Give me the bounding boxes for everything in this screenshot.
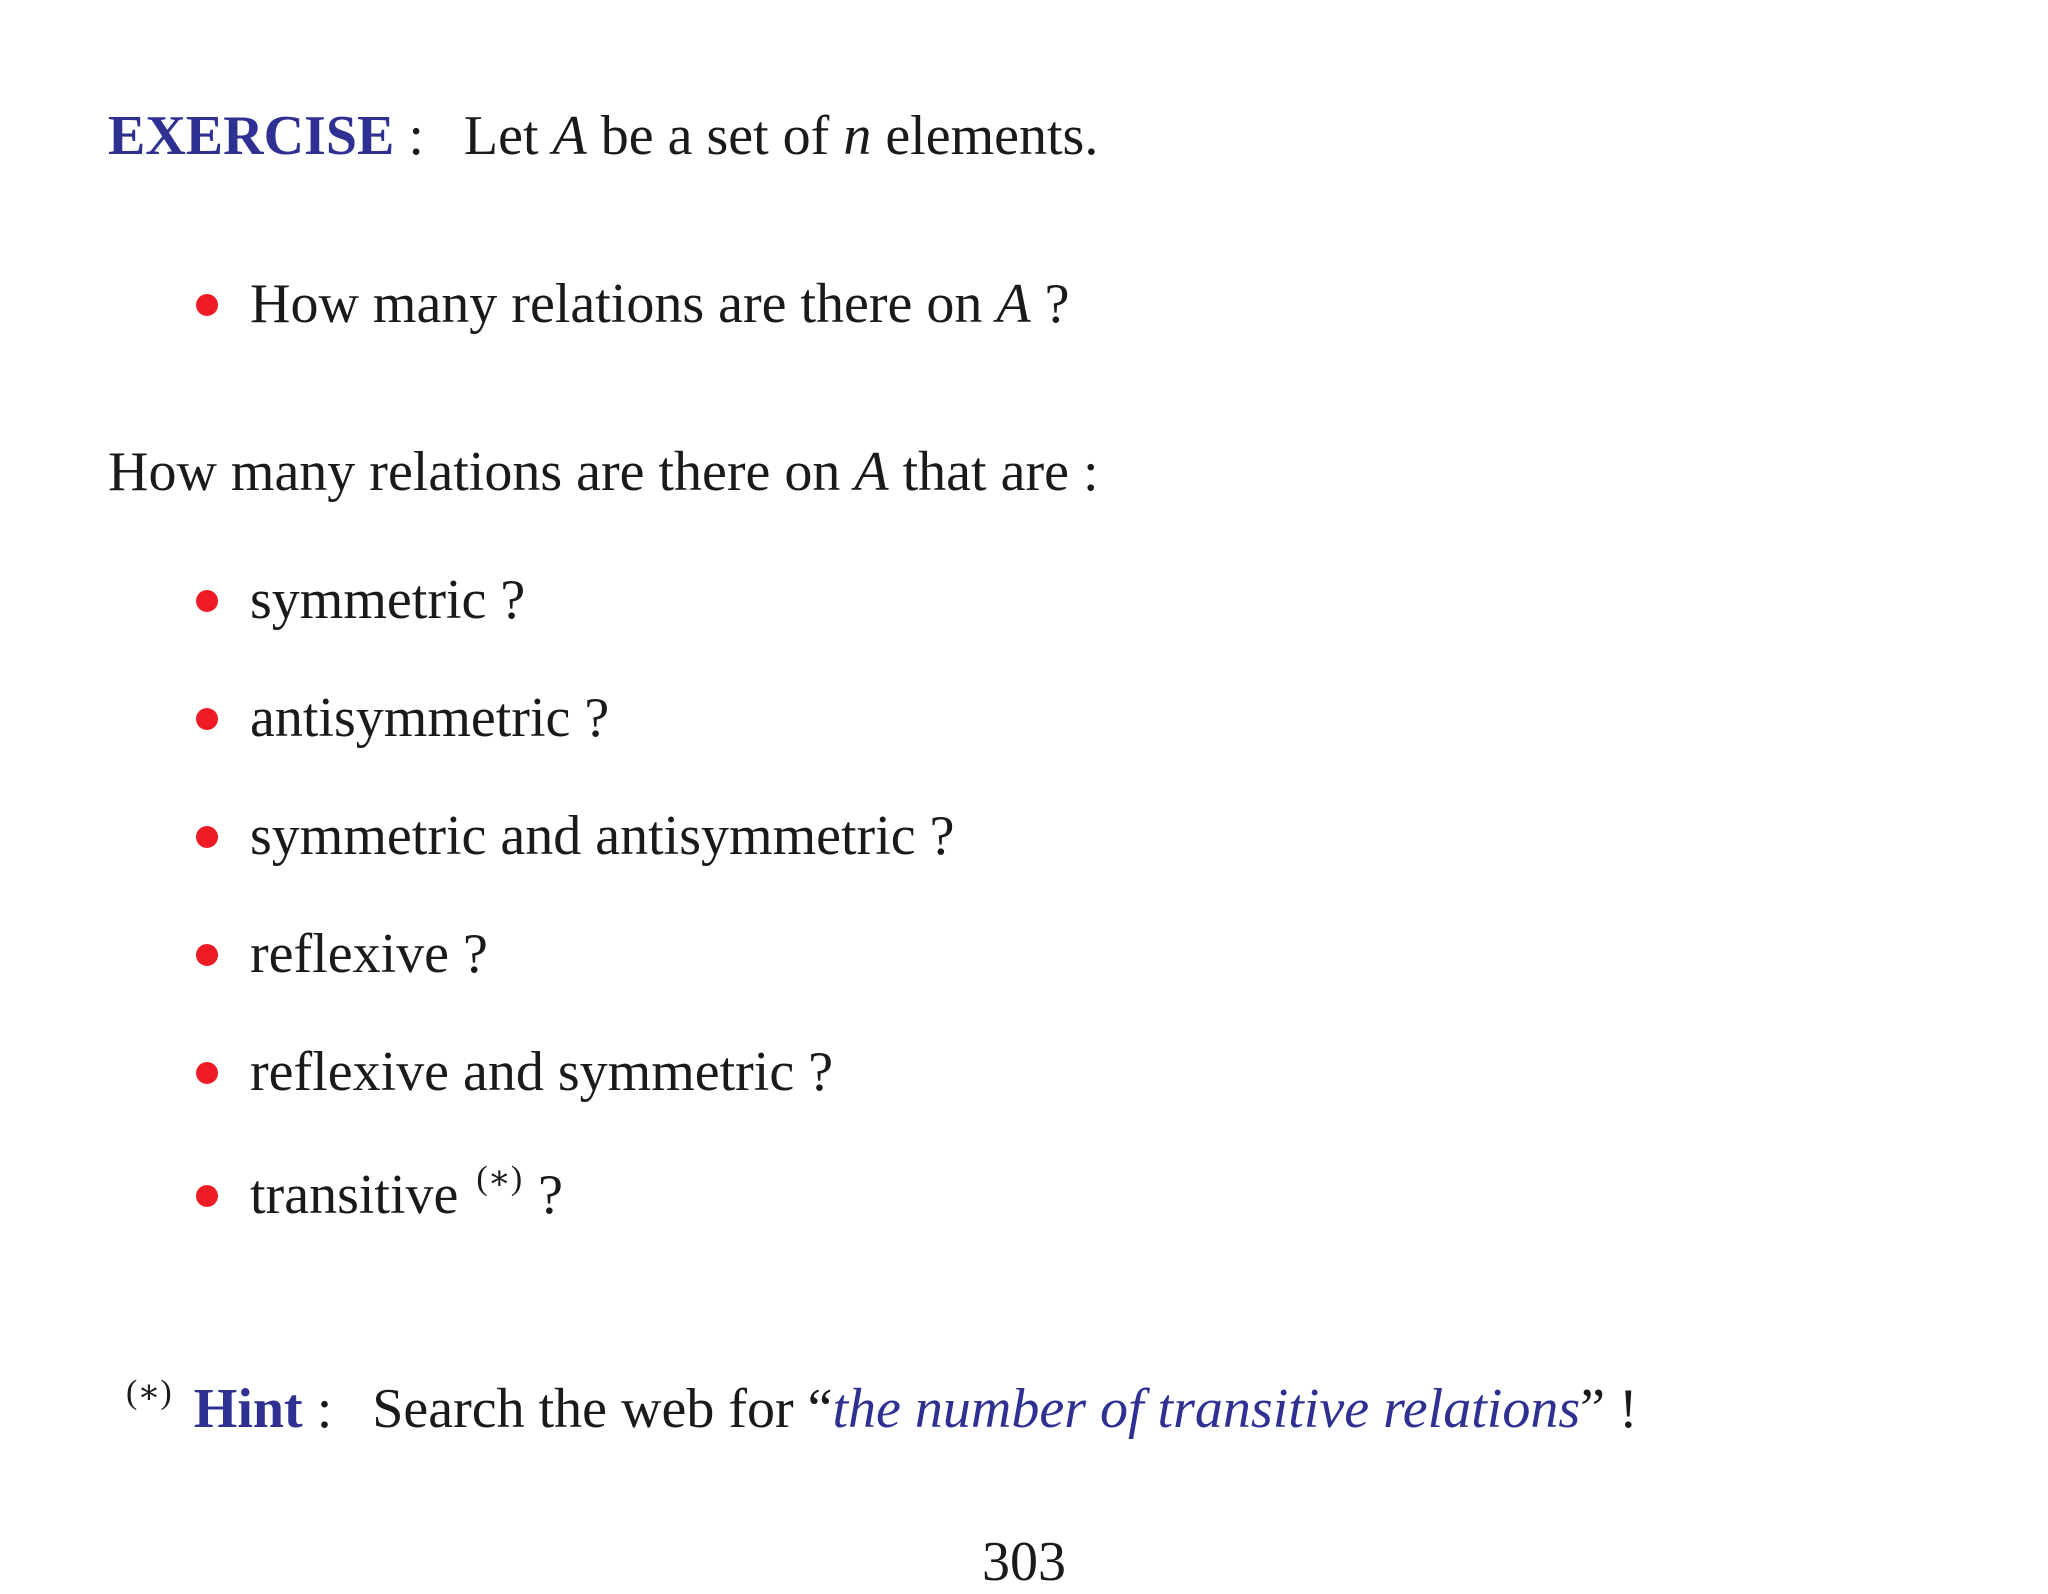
bullet-icon	[196, 708, 218, 730]
property-qmark: ?	[500, 569, 526, 631]
property-item-symmetric-and-antisymmetric	[196, 805, 955, 867]
exercise-text-mid: be a set of	[600, 105, 830, 167]
hint-footnote-marker: (∗)	[126, 1374, 172, 1411]
hint-footnote	[126, 1374, 1638, 1440]
first-question-item	[196, 273, 1070, 335]
property-item-symmetric	[196, 569, 526, 631]
property-qmark: ?	[808, 1041, 834, 1103]
footnote-marker: (∗)	[476, 1160, 523, 1197]
exercise-heading	[108, 105, 1099, 167]
exercise-var-n: n	[843, 105, 872, 167]
hint-open-quote: “	[807, 1378, 833, 1440]
property-label: reflexive and symmetric	[250, 1041, 795, 1103]
first-question-text: How many relations are there on	[250, 273, 983, 335]
subheading-text: How many relations are there on	[108, 441, 841, 503]
hint-label: Hint	[193, 1378, 303, 1440]
bullet-icon	[196, 1062, 218, 1084]
property-qmark: ?	[584, 687, 610, 749]
property-label: transitive	[250, 1164, 459, 1226]
property-qmark: ?	[538, 1164, 564, 1226]
property-label: antisymmetric	[250, 687, 571, 749]
bullet-icon	[196, 590, 218, 612]
bullet-icon	[196, 826, 218, 848]
hint-text: Search the web for	[372, 1378, 794, 1440]
property-label: reflexive	[250, 923, 449, 985]
property-label: symmetric	[250, 569, 487, 631]
first-question-var-a: A	[996, 273, 1031, 335]
bullet-icon	[196, 294, 218, 316]
property-item-reflexive	[196, 923, 488, 985]
property-qmark: ?	[929, 805, 955, 867]
page-number: 303	[982, 1531, 1066, 1593]
property-item-reflexive-and-symmetric	[196, 1041, 834, 1103]
hint-search-phrase: the number of transitive relations	[832, 1378, 1581, 1440]
property-item-antisymmetric	[196, 687, 610, 749]
hint-colon: :	[316, 1378, 333, 1440]
bullet-icon	[196, 944, 218, 966]
subheading-var-a: A	[854, 441, 889, 503]
exercise-colon: :	[408, 105, 424, 167]
subheading-text-end: that are :	[902, 441, 1099, 503]
hint-close-quote: ”	[1580, 1378, 1605, 1440]
hint-exclaim: !	[1618, 1378, 1638, 1440]
property-label: symmetric and antisymmetric	[250, 805, 916, 867]
exercise-text-end: elements.	[885, 105, 1099, 167]
property-qmark: ?	[462, 923, 488, 985]
exercise-text-let: Let	[463, 105, 539, 167]
exercise-var-a: A	[552, 105, 587, 167]
bullet-icon	[196, 1185, 218, 1207]
exercise-label: EXERCISE	[108, 105, 395, 167]
first-question-qmark: ?	[1044, 273, 1070, 335]
property-item-transitive	[196, 1160, 564, 1226]
subheading	[108, 441, 1099, 503]
